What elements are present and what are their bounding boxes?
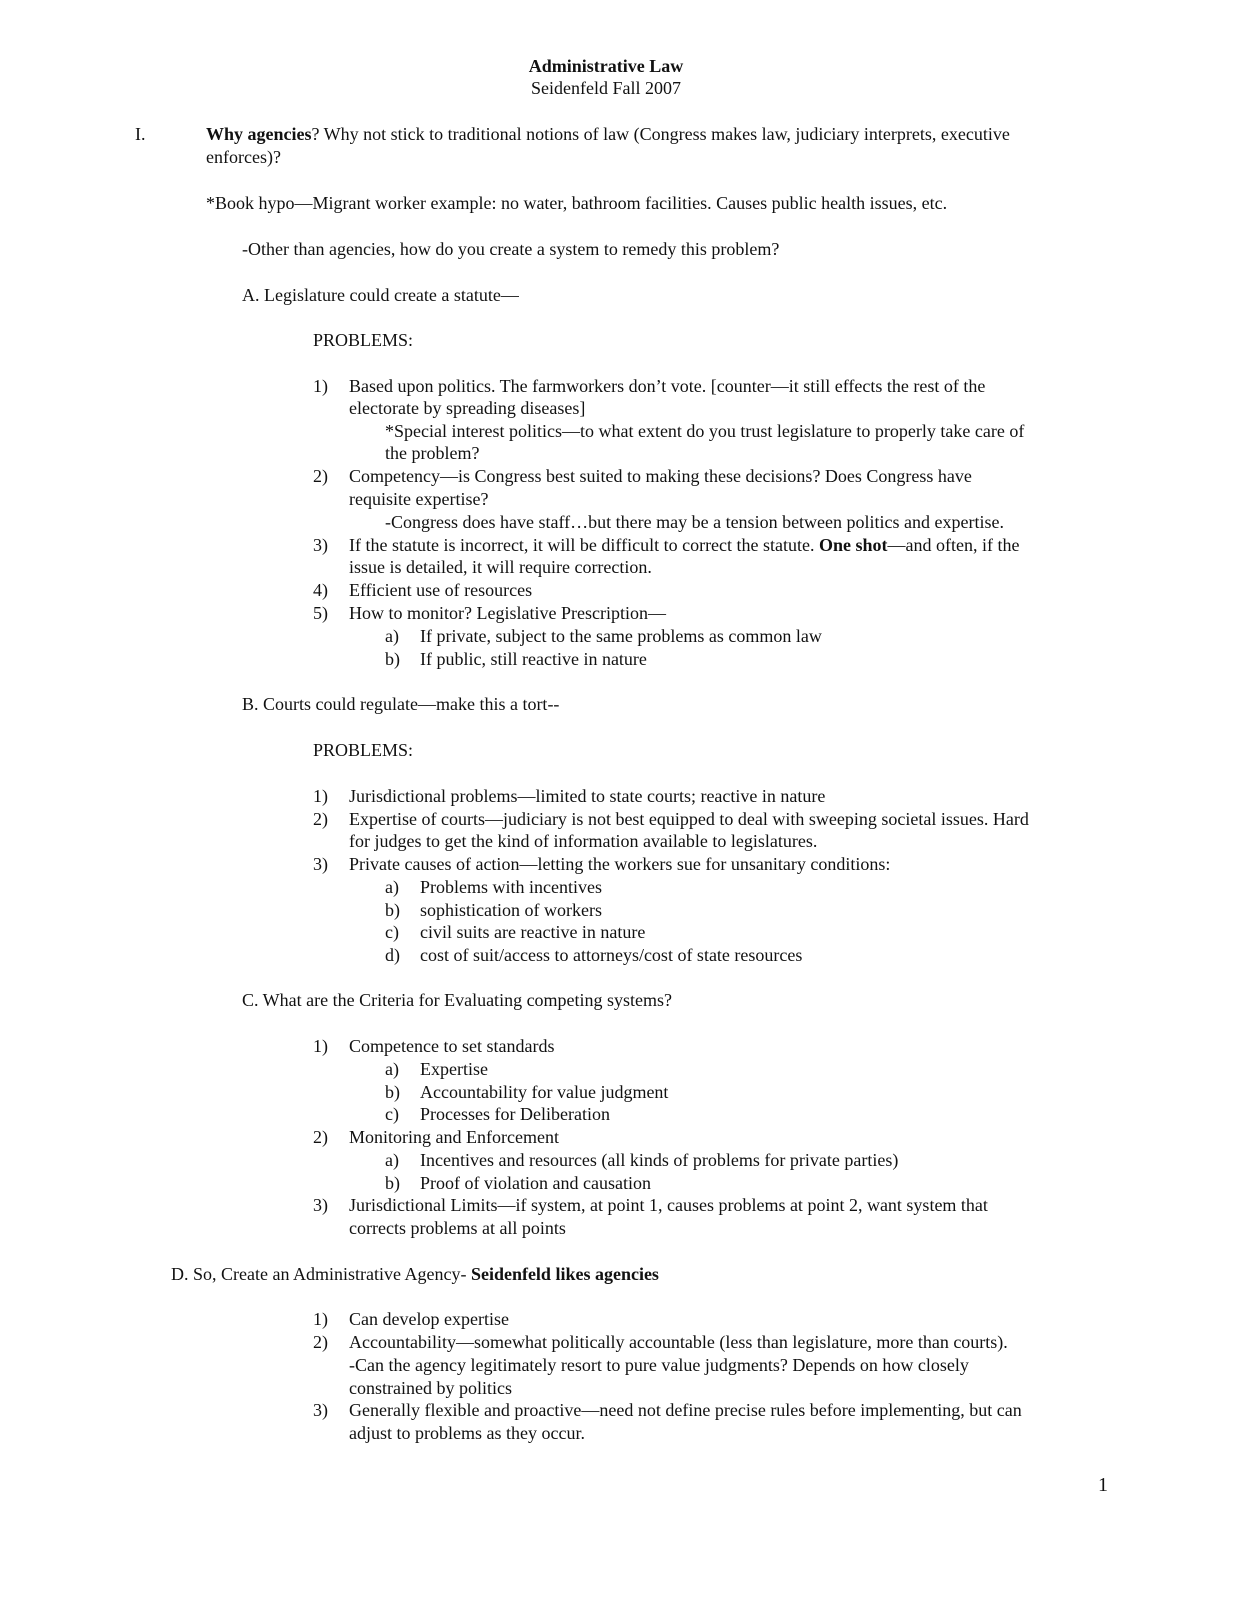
sub-letter: b) bbox=[385, 900, 400, 920]
subsection-c-title: C. What are the Criteria for Evaluating competing systems? bbox=[242, 990, 673, 1010]
sub-letter: b) bbox=[385, 1173, 400, 1193]
section-numeral: I. bbox=[135, 124, 146, 144]
sub-item: Problems with incentives bbox=[420, 877, 602, 897]
document-title: Administrative Law bbox=[528, 56, 684, 76]
list-item: Expertise of courts—judiciary is not best equipped to deal with sweeping societal issues. Hard bbox=[349, 809, 1029, 829]
list-number: 5) bbox=[313, 603, 328, 623]
list-number: 3) bbox=[313, 1195, 328, 1215]
list-item: Jurisdictional Limits—if system, at point 1, causes problems at point 2, want system that bbox=[349, 1195, 988, 1215]
list-item: Efficient use of resources bbox=[349, 580, 533, 600]
section-heading: Why agencies? Why not stick to traditional notions of law (Congress makes law, judiciary interprets, executive bbox=[206, 124, 1010, 144]
sub-item: If public, still reactive in nature bbox=[420, 649, 647, 669]
list-number: 2) bbox=[313, 466, 328, 486]
sub-item: Accountability for value judgment bbox=[420, 1082, 669, 1102]
sub-letter: b) bbox=[385, 649, 400, 669]
list-item: Competency—is Congress best suited to making these decisions? Does Congress have bbox=[349, 466, 972, 486]
list-number: 3) bbox=[313, 854, 328, 874]
sub-item: civil suits are reactive in nature bbox=[420, 922, 646, 942]
list-item: Accountability—somewhat politically accountable (less than legislature, more than courts). bbox=[349, 1332, 1008, 1352]
list-item: Based upon politics. The farmworkers don’t vote. [counter—it still effects the rest of the bbox=[349, 376, 986, 396]
list-number: 3) bbox=[313, 1400, 328, 1420]
subsection-d-title: D. So, Create an Administrative Agency- Seidenfeld likes agencies bbox=[171, 1264, 659, 1284]
list-sub-note: -Congress does have staff…but there may be a tension between politics and expertise. bbox=[385, 512, 1004, 532]
list-number: 3) bbox=[313, 535, 328, 555]
subsection-a-title: A. Legislature could create a statute— bbox=[242, 285, 519, 305]
list-number: 2) bbox=[313, 1127, 328, 1147]
list-sub-note-cont: the problem? bbox=[385, 443, 480, 463]
list-item: Jurisdictional problems—limited to state courts; reactive in nature bbox=[349, 786, 826, 806]
list-number: 4) bbox=[313, 580, 328, 600]
list-number: 2) bbox=[313, 1332, 328, 1352]
list-item: Generally flexible and proactive—need not define precise rules before implementing, but can bbox=[349, 1400, 1022, 1420]
sub-letter: a) bbox=[385, 1150, 399, 1170]
list-number: 1) bbox=[313, 786, 328, 806]
sub-item: If private, subject to the same problems as common law bbox=[420, 626, 822, 646]
sub-item: Processes for Deliberation bbox=[420, 1104, 610, 1124]
list-item: Competence to set standards bbox=[349, 1036, 555, 1056]
sub-letter: c) bbox=[385, 922, 399, 942]
other-than-agencies: -Other than agencies, how do you create a system to remedy this problem? bbox=[242, 239, 780, 259]
list-sub-note: *Special interest politics—to what extent do you trust legislature to properly take care of bbox=[385, 421, 1025, 441]
page-number: 1 bbox=[1098, 1474, 1108, 1496]
sub-letter: a) bbox=[385, 877, 399, 897]
sub-item: Incentives and resources (all kinds of problems for private parties) bbox=[420, 1150, 899, 1170]
sub-letter: d) bbox=[385, 945, 400, 965]
sub-letter: a) bbox=[385, 1059, 399, 1079]
section-heading-cont: enforces)? bbox=[206, 147, 281, 167]
list-item-cont: for judges to get the kind of information available to legislatures. bbox=[349, 831, 818, 851]
list-number: 2) bbox=[313, 809, 328, 829]
list-item-cont: corrects problems at all points bbox=[349, 1218, 566, 1238]
list-item-cont: adjust to problems as they occur. bbox=[349, 1423, 585, 1443]
sub-letter: c) bbox=[385, 1104, 399, 1124]
list-number: 1) bbox=[313, 1309, 328, 1329]
document-subtitle: Seidenfeld Fall 2007 bbox=[531, 78, 681, 98]
list-item-cont: requisite expertise? bbox=[349, 489, 489, 509]
list-item-cont: constrained by politics bbox=[349, 1378, 512, 1398]
list-number: 1) bbox=[313, 1036, 328, 1056]
sub-item: cost of suit/access to attorneys/cost of state resources bbox=[420, 945, 803, 965]
sub-item: sophistication of workers bbox=[420, 900, 602, 920]
list-item: How to monitor? Legislative Prescription— bbox=[349, 603, 666, 623]
list-item-cont: -Can the agency legitimately resort to pure value judgments? Depends on how closely bbox=[349, 1355, 969, 1375]
sub-letter: b) bbox=[385, 1082, 400, 1102]
sub-letter: a) bbox=[385, 626, 399, 646]
sub-item: Expertise bbox=[420, 1059, 488, 1079]
problems-label: PROBLEMS: bbox=[313, 740, 414, 760]
subsection-b-title: B. Courts could regulate—make this a tort-- bbox=[242, 694, 560, 714]
list-item: If the statute is incorrect, it will be difficult to correct the statute. One shot—and often, if the bbox=[349, 535, 1020, 555]
list-item-cont: electorate by spreading diseases] bbox=[349, 398, 586, 418]
problems-label: PROBLEMS: bbox=[313, 330, 414, 350]
sub-item: Proof of violation and causation bbox=[420, 1173, 651, 1193]
book-hypo: *Book hypo—Migrant worker example: no water, bathroom facilities. Causes public health issues, etc. bbox=[206, 193, 948, 213]
list-item-cont: issue is detailed, it will require correction. bbox=[349, 557, 652, 577]
list-item: Can develop expertise bbox=[349, 1309, 509, 1329]
list-item: Private causes of action—letting the workers sue for unsanitary conditions: bbox=[349, 854, 891, 874]
list-item: Monitoring and Enforcement bbox=[349, 1127, 559, 1147]
list-number: 1) bbox=[313, 376, 328, 396]
